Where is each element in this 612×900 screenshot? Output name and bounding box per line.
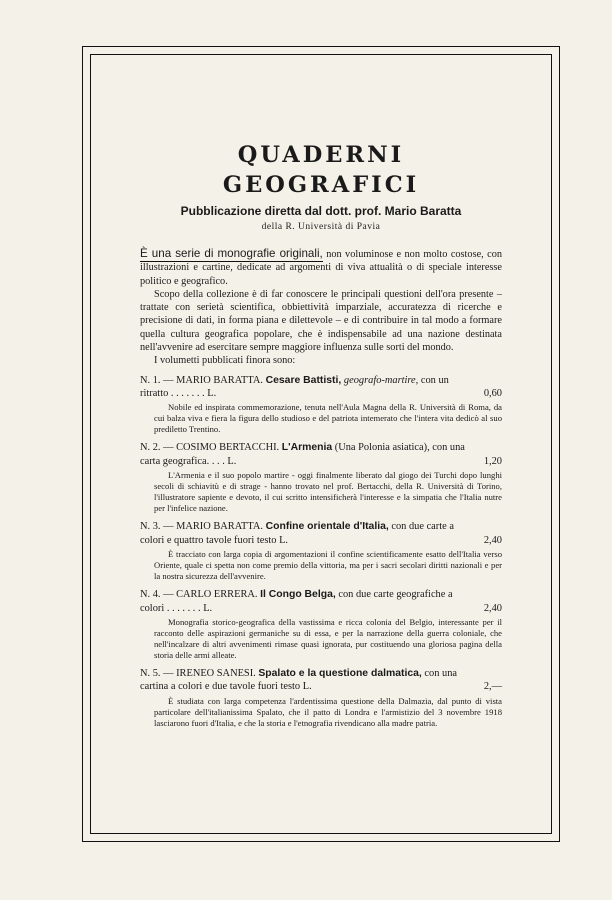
volume-description: È studiata con larga competenza l'ardentissima questione della Dalmazia, dal punto di vista particolare dell'italianissima Spalato, che il patto di Londra e l'armistizio del 3 novembre 1918 lasciarono fuori d'Italia, e che la storia e l'etnografia rivendicano alla madre patria. [154, 695, 502, 728]
series-subtitle: Pubblicazione diretta dal dott. prof. Mario Baratta [180, 204, 462, 218]
volume-details: (Una Polonia asiatica), con una carta geografica. . . . L. [140, 442, 465, 467]
volume-entry [140, 667, 502, 729]
volume-subtitle: geografo-martire, [343, 374, 419, 386]
volume-title: Spalato e la questione dalmatica, [258, 667, 422, 679]
volume-number: N. 1. — [140, 374, 174, 386]
volume-entry [140, 588, 502, 661]
series-description [140, 247, 502, 368]
intro-paragraph-3: I volumetti pubblicati finora sono: [154, 355, 296, 367]
volume-heading [140, 374, 502, 401]
volume-price: 0,60 [483, 388, 502, 400]
volume-number: N. 3. — [140, 521, 174, 533]
volume-author: IRENEO SANESI. [176, 667, 256, 679]
volume-details: con una cartina a colori e due tavole fuori testo L. [140, 667, 458, 693]
volume-description: Nobile ed inspirata commemorazione, tenuta nell'Aula Magna della R. Università di Roma, da cui balza viva e fiera la figura dello studioso e del patriota intemerato che l'intera vita dedicò al suo prediletto Trentino. [154, 402, 502, 435]
volume-number: N. 2. — [140, 442, 174, 454]
volume-details: con due carte a colori e quattro tavole fuori testo L. [140, 521, 454, 546]
volume-number: N. 5. — [140, 667, 174, 679]
volume-entry [140, 441, 502, 514]
editor-affiliation: della R. Università di Pavia [261, 222, 381, 232]
volume-entry [140, 520, 502, 582]
volume-heading [140, 588, 502, 615]
volume-title: Cesare Battisti, [265, 374, 342, 386]
series-title: QUADERNI GEOGRAFICI [222, 142, 420, 198]
volume-author: CARLO ERRERA. [176, 589, 258, 601]
volume-heading [140, 667, 502, 694]
volume-heading [140, 441, 502, 468]
volume-description: L'Armenia e il suo popolo martire - oggi finalmente liberato dal giogo dei Turchi dopo lunghi secoli di schiavitù e di strage - hanno trovato nel prof. Bertacchi, della R. Università di Torino, l'illustratore sapiente e devoto, il cui scritto intensificherà l'interesse e la simpatia che l'Italia nutre per l'infelice nazione. [154, 470, 502, 514]
volume-price: 1,20 [483, 455, 502, 467]
volume-author: MARIO BARATTA. [176, 521, 264, 533]
intro-paragraph-2: Scopo della collezione è di far conoscere le principali questioni dell'ora presente – trattate con serietà scientifica, obbiettività imparziale, accuratezza di ricerche e precisione di dati, in forma piana e dilettevole – e di contribuire in tal modo a formare quella cultura geografica popolare, che è indispensabile ad una nazione destinata nell'avvenire ad esercitare sempre maggiore influenza sulle sorti del mondo. [140, 288, 502, 354]
volume-title: L'Armenia [281, 442, 333, 454]
volume-description: È tracciato con larga copia di argomentazioni il confine scientificamente esatto dell'Italia verso Oriente, quale ci spetta non come premio della vittoria, ma per i sacri secolari diritti nazionali e per la nostra sicurezza dell'avvenire. [154, 549, 502, 582]
lead-phrase: È una serie di monografie originali, [140, 247, 323, 260]
volume-author: MARIO BARATTA. [176, 374, 264, 386]
volume-price: 2,40 [483, 534, 502, 546]
volume-title: Il Congo Belga, [260, 589, 336, 601]
volume-list [140, 374, 502, 729]
volume-entry [140, 374, 502, 436]
volume-price: 2,40 [483, 602, 502, 614]
volume-description: Monografia storico-geografica della vastissima e ricca colonia del Belgio, interessante per il racconto delle aspirazioni germaniche su di essa, e per la narrazione della guerra coloniale, che nell'incalzare di altri avvenimenti rimase quasi ignorata, pur costituendo una gloriosa pagina della storia delle armi alleate. [154, 616, 502, 660]
volume-number: N. 4. — [140, 589, 174, 601]
volume-price: 2,— [483, 681, 502, 693]
volume-title: Confine orientale d'Italia, [265, 521, 389, 533]
volume-heading [140, 520, 502, 547]
volume-details: con un ritratto . . . . . . . L. [140, 374, 449, 400]
volume-author: COSIMO BERTACCHI. [176, 442, 280, 454]
volume-details: con due carte geografiche a colori . . . . . . . L. [140, 589, 453, 614]
advertisement-page [140, 140, 502, 729]
intro-paragraph-1: non voluminose e non molto costose, con illustrazioni e cartine, dedicate ad argomenti di viva attualità o di speciale interesse politico e geografico. [140, 249, 503, 287]
